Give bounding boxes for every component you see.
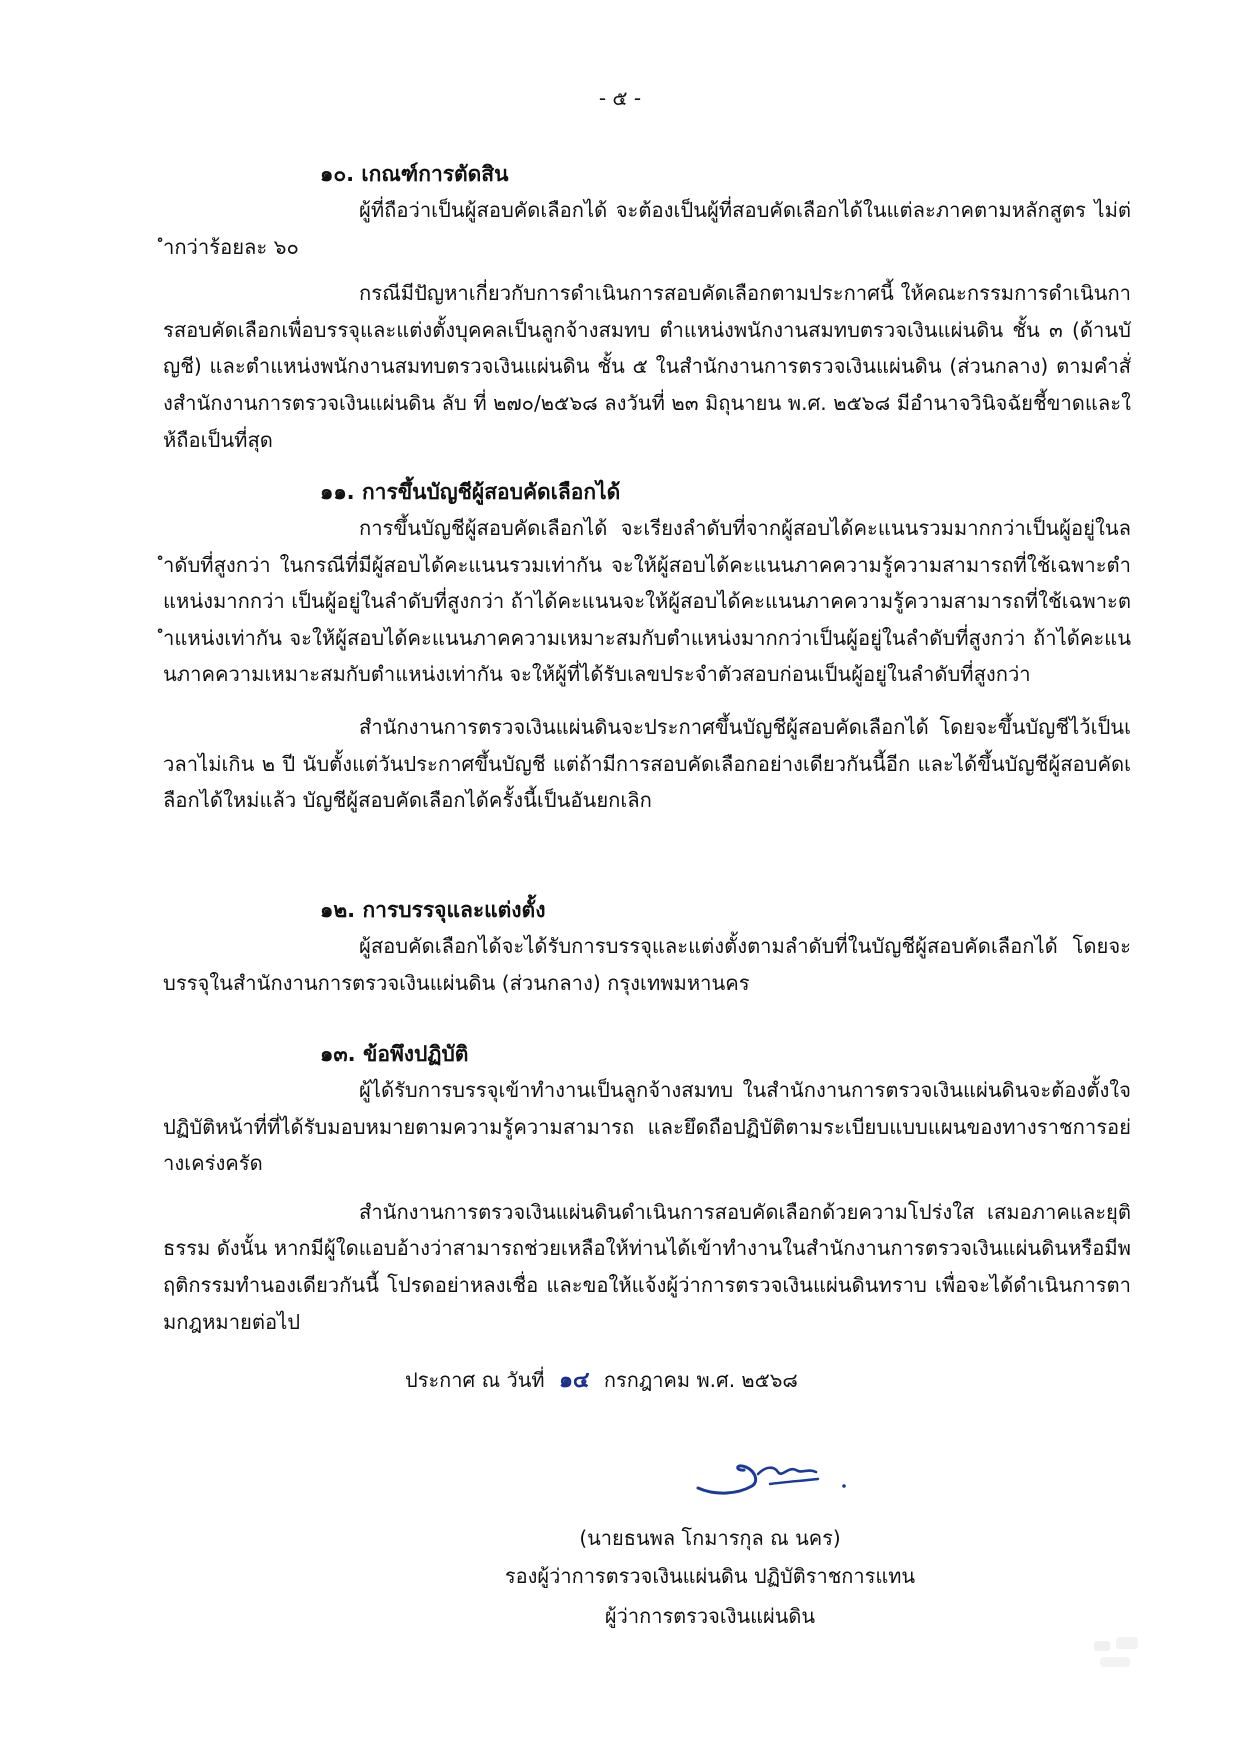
section-heading: ๑๐. เกณฑ์การตัดสิน xyxy=(320,162,509,186)
signature-stroke xyxy=(770,1479,818,1484)
section-13 xyxy=(163,1036,1131,1340)
section-12 xyxy=(163,892,1131,1001)
signature-stroke xyxy=(758,1468,816,1474)
section-heading: ๑๑. การขึ้นบัญชีผู้สอบคัดเลือกได้ xyxy=(320,480,621,504)
page-number: - ๕ - xyxy=(598,86,642,110)
announcement-suffix: กรกฎาคม พ.ศ. ๒๕๖๘ xyxy=(603,1368,798,1392)
section-heading: ๑๒. การบรรจุและแต่งตั้ง xyxy=(320,898,546,922)
announcement-day: ๑๔ xyxy=(558,1368,590,1393)
signature-stroke xyxy=(698,1466,756,1493)
signer-position: รองผู้ว่าการตรวจเงินแผ่นดิน ปฏิบัติราชการแทน xyxy=(504,1564,916,1588)
section-paragraph: ผู้สอบคัดเลือกได้จะได้รับการบรรจุและแต่งตั้งตามลำดับที่ในบัญชีผู้สอบคัดเลือกได้ โดยจะบรรจุในสำนักงานการตรวจเงินแผ่นดิน (ส่วนกลาง) กรุงเทพมหานคร xyxy=(163,934,1131,995)
announcement-date xyxy=(405,1362,798,1397)
handwritten-signature xyxy=(692,1452,852,1502)
announcement-prefix: ประกาศ ณ วันที่ xyxy=(405,1368,545,1392)
section-paragraph: สำนักงานการตรวจเงินแผ่นดินดำเนินการสอบคัดเลือกด้วยความโปร่งใส เสมอภาคและยุติธรรม ดังนั้น หากมีผู้ใดแอบอ้างว่าสามารถช่วยเหลือให้ท่านได้เข้าทำงานในสำนักงานการตรวจเงินแผ่นดินหรือมีพฤติกรรมทำนองเดียวกันนี้ โปรดอย่าหลงเชื่อ และขอให้แจ้งผู้ว่าการตรวจเงินแผ่นดินทราบ เพื่อจะได้ดำเนินการตามกฎหมายต่อไป xyxy=(163,1199,1131,1334)
section-11 xyxy=(163,474,1131,819)
faint-stamp-mark xyxy=(1090,1633,1150,1673)
signature-dot xyxy=(842,1484,846,1488)
section-paragraph: สำนักงานการตรวจเงินแผ่นดินจะประกาศขึ้นบัญชีผู้สอบคัดเลือกได้ โดยจะขึ้นบัญชีไว้เป็นเวลาไม่เกิน ๒ ปี นับตั้งแต่วันประกาศขึ้นบัญชี แต่ถ้ามีการสอบคัดเลือกอย่างเดียวกันนี้อีก และได้ขึ้นบัญชีผู้สอบคัดเลือกได้ใหม่แล้ว บัญชีผู้สอบคัดเลือกได้ครั้งนี้เป็นอันยกเลิก xyxy=(163,714,1131,813)
section-paragraph: ผู้ที่ถือว่าเป็นผู้สอบคัดเลือกได้ จะต้องเป็นผู้ที่สอบคัดเลือกได้ในแต่ละภาคตามหลักสูตร ไม่ต่ำกว่าร้อยละ ๖๐ xyxy=(163,198,1131,259)
signer-name: (นายธนพล โกมารกุล ณ นคร) xyxy=(579,1526,841,1550)
section-paragraph: กรณีมีปัญหาเกี่ยวกับการดำเนินการสอบคัดเลือกตามประกาศนี้ ให้คณะกรรมการดำเนินการสอบคัดเลือกเพื่อบรรจุและแต่งตั้งบุคคลเป็นลูกจ้างสมทบ ตำแหน่งพนักงานสมทบตรวจเงินแผ่นดิน ชั้น ๓ (ด้านบัญชี) และตำแหน่งพนักงานสมทบตรวจเงินแผ่นดิน ชั้น ๕ ในสำนักงานการตรวจเงินแผ่นดิน (ส่วนกลาง) ตามคำสั่งสำนักงานการตรวจเงินแผ่นดิน ลับ ที่ ๒๗๐/๒๕๖๘ ลงวันที่ ๒๓ มิถุนายน พ.ศ. ๒๕๖๘ มีอำนาจวินิจฉัยชี้ขาดและให้ถือเป็นที่สุด xyxy=(163,281,1131,452)
signer-office: ผู้ว่าการตรวจเงินแผ่นดิน xyxy=(604,1604,816,1628)
section-paragraph: การขึ้นบัญชีผู้สอบคัดเลือกได้ จะเรียงลำดับที่จากผู้สอบได้คะแนนรวมมากกว่าเป็นผู้อยู่ในลำดับที่สูงกว่า ในกรณีที่มีผู้สอบได้คะแนนรวมเท่ากัน จะให้ผู้สอบได้คะแนนภาคความรู้ความสามารถที่ใช้เฉพาะตำแหน่งมากกว่า เป็นผู้อยู่ในลำดับที่สูงกว่า ถ้าได้คะแนนจะให้ผู้สอบได้คะแนนภาคความรู้ความสามารถที่ใช้เฉพาะตำแหน่งเท่ากัน จะให้ผู้สอบได้คะแนนภาคความเหมาะสมกับตำแหน่งมากกว่าเป็นผู้อยู่ในลำดับที่สูงกว่า ถ้าได้คะแนนภาคความเหมาะสมกับตำแหน่งเท่ากัน จะให้ผู้ที่ได้รับเลขประจำตัวสอบก่อนเป็นผู้อยู่ในลำดับที่สูงกว่า xyxy=(163,516,1131,687)
section-10 xyxy=(163,156,1131,458)
section-heading: ๑๓. ข้อพึงปฏิบัติ xyxy=(320,1042,469,1066)
section-paragraph: ผู้ได้รับการบรรจุเข้าทำงานเป็นลูกจ้างสมทบ ในสำนักงานการตรวจเงินแผ่นดินจะต้องตั้งใจปฏิบัติหน้าที่ที่ได้รับมอบหมายตามความรู้ความสามารถ และยึดถือปฏิบัติตามระเบียบแบบแผนของทางราชการอย่างเคร่งครัด xyxy=(163,1078,1131,1176)
